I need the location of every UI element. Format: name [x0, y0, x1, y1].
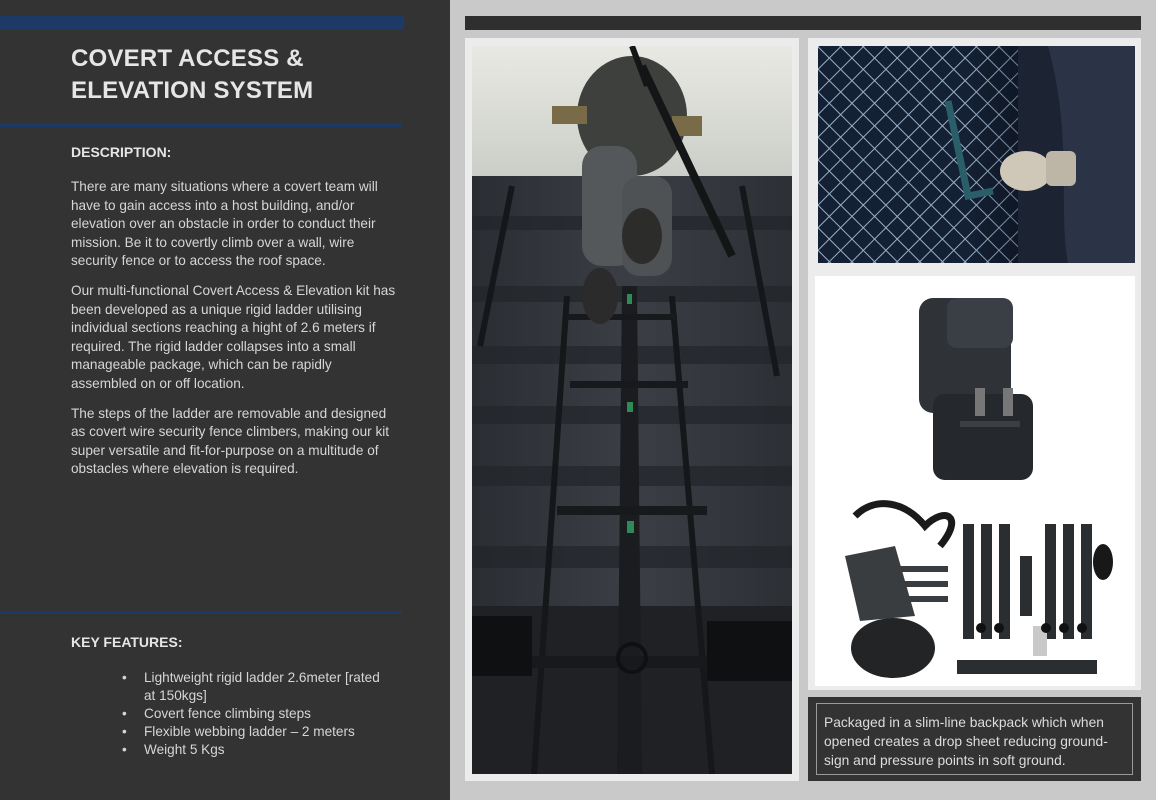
top-accent-bar	[0, 16, 404, 30]
page-title: COVERT ACCESS & ELEVATION SYSTEM	[71, 45, 314, 104]
divider-bottom	[0, 611, 402, 614]
left-panel	[0, 0, 450, 800]
key-features-heading: KEY FEATURES:	[71, 634, 183, 650]
feature-item: • Lightweight rigid ladder 2.6meter [rated at 150kgs]	[122, 669, 392, 705]
description-body	[71, 178, 396, 490]
description-paragraph: The steps of the ladder are removable and designed as covert wire security fence climbers, making our kit super versatile and fit-for-purpose on a multitude of obstacles where elevation is required.	[71, 405, 390, 477]
ladder-climb-photo	[472, 46, 792, 774]
divider-top	[0, 124, 402, 127]
feature-item: • Flexible webbing ladder – 2 meters	[122, 723, 392, 741]
description-heading: DESCRIPTION:	[71, 144, 172, 160]
description-paragraph: Our multi-functional Covert Access & Elevation kit has been developed as a unique rigid ladder utilising individual sections reaching a hight of 2.6 meters if required. The rigid ladder collapses into a small manageable package, which can be rapidly assembled on or off location.	[71, 282, 396, 391]
feature-item: • Weight 5 Kgs	[122, 741, 392, 759]
fence-climber-photo	[818, 46, 1135, 263]
caption-text: Packaged in a slim-line backpack which when opened creates a drop sheet reducing ground-sign and pressure points in soft ground.	[816, 703, 1133, 775]
feature-item: • Covert fence climbing steps	[122, 705, 392, 723]
right-top-bar	[465, 16, 1141, 30]
kit-contents-photo	[815, 276, 1135, 686]
caption-box	[808, 697, 1141, 781]
key-features-list	[122, 669, 392, 759]
description-paragraph: There are many situations where a covert team will have to gain access into a host building, and/or elevation over an obstacle in order to conduct their mission. Be it to covertly climb over a wall, wire security fence or to access the roof space.	[71, 179, 378, 269]
